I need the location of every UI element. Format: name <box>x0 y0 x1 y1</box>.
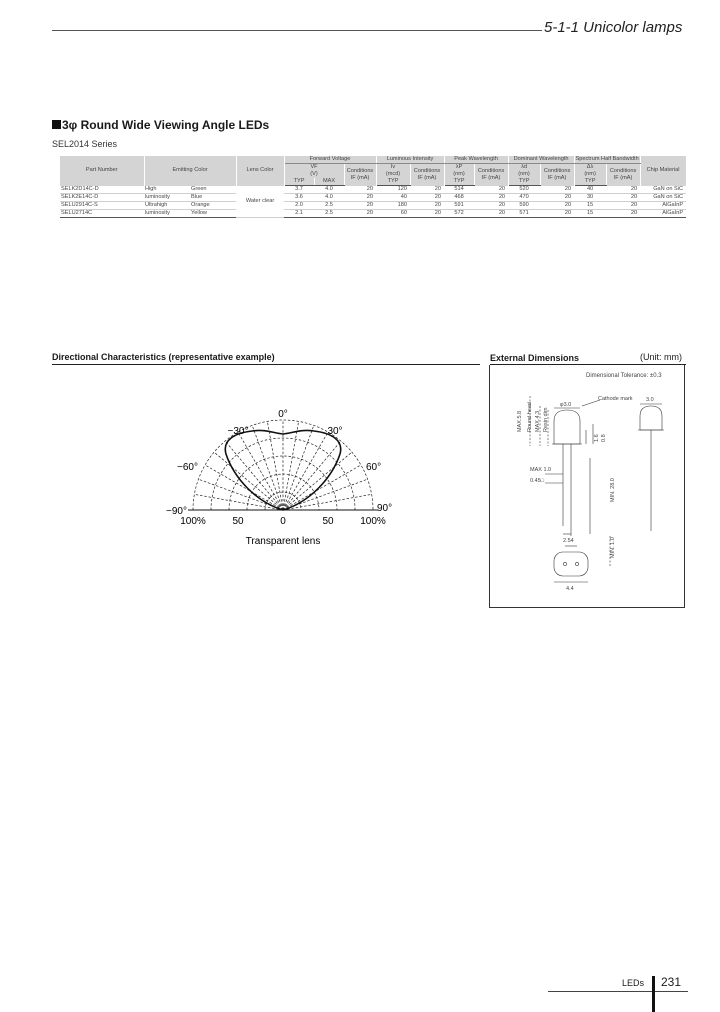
footer-section-label: LEDs <box>622 978 645 988</box>
scale-label: 50 <box>232 516 244 527</box>
angle-label-left-60: −60° <box>177 462 198 473</box>
cell-lp: 468 <box>444 194 474 202</box>
page-number: 231 <box>661 975 682 989</box>
led-bottom-outline <box>554 552 588 576</box>
head-emitting-color: Emitting Color <box>144 156 236 186</box>
cell-iv-typ: 180 <box>376 202 410 210</box>
square-bullet-icon <box>52 120 61 129</box>
cell-iv-typ: 60 <box>376 210 410 218</box>
angle-label-left-30: −30° <box>227 426 249 437</box>
side-view <box>610 404 664 566</box>
head-vf-typ: TYP <box>284 178 314 186</box>
directional-title: Directional Characteristics (representative example) <box>52 352 275 362</box>
head-chip-material: Chip Material <box>640 156 686 186</box>
cell-vf-max: 4.0 <box>314 186 344 194</box>
cell-iv-if: 20 <box>410 210 444 218</box>
cell-dl: 30 <box>574 194 606 202</box>
cell-vf-typ: 3.7 <box>284 186 314 194</box>
cell-chip: AlGaInP <box>640 202 686 210</box>
cell-lp: 514 <box>444 186 474 194</box>
cell-color: Blue <box>190 194 236 202</box>
cell-vf-if: 20 <box>344 186 376 194</box>
head-iv-typ: TYP <box>376 178 410 186</box>
external-unit: (Unit: mm) <box>640 352 682 362</box>
external-title: External Dimensions <box>490 353 580 363</box>
angle-label-right-60: 60° <box>366 462 382 473</box>
cell-part: SELK2D14C-D <box>60 186 144 194</box>
angle-label-0: 0° <box>278 409 288 420</box>
cell-iv-typ: 40 <box>376 194 410 202</box>
table-row <box>60 194 686 202</box>
dim-label: 2.54 <box>563 538 574 544</box>
cell-dl: 15 <box>574 202 606 210</box>
cell-lens-color: Water clear <box>236 186 284 218</box>
cell-lp-if: 20 <box>474 202 508 210</box>
footer-rule <box>548 991 688 992</box>
head-dl-typ: TYP <box>574 178 606 186</box>
head-ld-conditions: Conditions IF (mA) <box>540 164 574 186</box>
page-header-title: 5-1-1 Unicolor lamps <box>544 19 683 36</box>
cell-vf-if: 20 <box>344 194 376 202</box>
head-dominant-wavelength: Dominant Wavelength <box>508 156 574 164</box>
cell-level: luminosity <box>144 210 190 218</box>
cell-ld-if: 20 <box>540 210 574 218</box>
head-peak-wavelength: Peak Wavelength <box>444 156 508 164</box>
led-body-side <box>640 406 662 430</box>
spec-table-head <box>60 156 686 186</box>
cell-level: luminosity <box>144 194 190 202</box>
head-ld-typ: TYP <box>508 178 540 186</box>
lead-dot <box>563 562 566 565</box>
head-lens-color: Lens Color <box>236 156 284 186</box>
cell-vf-max: 2.5 <box>314 202 344 210</box>
dim-label: MAX.4.3 <box>535 410 541 432</box>
cell-lp: 572 <box>444 210 474 218</box>
head-iv: Iv (mcd) <box>376 164 410 179</box>
grid-ray <box>194 494 283 510</box>
section-marker: 3φ <box>62 118 78 132</box>
head-lp-typ: TYP <box>444 178 474 186</box>
head-iv-conditions: Conditions IF (mA) <box>410 164 444 186</box>
bottom-view <box>554 546 588 582</box>
angle-label-right-90: 90° <box>377 503 393 514</box>
led-body-front <box>554 410 580 444</box>
cell-lp-if: 20 <box>474 194 508 202</box>
cell-dl: 40 <box>574 186 606 194</box>
external-dimensions-drawing <box>490 366 685 606</box>
cell-lp: 591 <box>444 202 474 210</box>
cell-part: SELU2914C-S <box>60 202 144 210</box>
dim-label: 4.4 <box>566 586 574 592</box>
cell-vf-typ: 2.0 <box>284 202 314 210</box>
grid-ray <box>283 421 299 510</box>
cell-color: Green <box>190 186 236 194</box>
dim-label: 0.45□ <box>530 478 545 484</box>
cell-color: Orange <box>190 202 236 210</box>
dim-label: Cathode mark <box>598 396 633 402</box>
cell-chip: GaN on SiC <box>640 194 686 202</box>
cell-vf-if: 20 <box>344 202 376 210</box>
cell-dl-if: 20 <box>606 202 640 210</box>
head-ld: λd (nm) <box>508 164 540 179</box>
cell-ld-if: 20 <box>540 202 574 210</box>
scale-label: 100% <box>180 516 206 527</box>
header-rule <box>52 30 542 31</box>
head-forward-voltage: Forward Voltage <box>284 156 376 164</box>
table-row <box>60 202 686 210</box>
cell-chip: GaN on SiC <box>640 186 686 194</box>
dim-label: MAX 1.0 <box>530 467 552 473</box>
directional-rule <box>52 364 480 365</box>
cell-ld: 470 <box>508 194 540 202</box>
table-row <box>60 210 686 218</box>
section-title-text: Round Wide Viewing Angle LEDs <box>80 118 270 132</box>
cell-ld: 571 <box>508 210 540 218</box>
cell-iv-if: 20 <box>410 186 444 194</box>
dim-label: Resin dim <box>543 407 549 432</box>
scale-label: 0 <box>280 516 286 527</box>
cell-vf-max: 4.0 <box>314 194 344 202</box>
head-lp: λP (nm) <box>444 164 474 179</box>
head-spectrum-half-bandwidth: Spectrum Half Bandwidth <box>575 156 639 162</box>
cell-part: SELU2714C <box>60 210 144 218</box>
cell-level: Ultrahigh <box>144 202 190 210</box>
cell-chip: AlGaInP <box>640 210 686 218</box>
scale-label: 50 <box>322 516 334 527</box>
spec-table <box>60 156 687 218</box>
lead-dot <box>575 562 578 565</box>
cell-ld: 520 <box>508 186 540 194</box>
dim-label: MIN. 28.0 <box>610 478 616 502</box>
cell-part: SELK2E14C-D <box>60 194 144 202</box>
cell-dl-if: 20 <box>606 186 640 194</box>
cell-dl-if: 20 <box>606 194 640 202</box>
cell-color: Yellow <box>190 210 236 218</box>
cell-level: High <box>144 186 190 194</box>
head-vf-conditions: Conditions IF (mA) <box>344 164 376 186</box>
cell-dl-if: 20 <box>606 210 640 218</box>
cell-vf-typ: 3.6 <box>284 194 314 202</box>
cell-lp-if: 20 <box>474 210 508 218</box>
footer-bar <box>652 976 655 1012</box>
dim-label: φ3.0 <box>560 402 572 408</box>
grid-ray <box>267 421 283 510</box>
head-lp-conditions: Conditions IF (mA) <box>474 164 508 186</box>
cell-vf-typ: 2.1 <box>284 210 314 218</box>
series-name: SEL2014 Series <box>52 139 118 149</box>
head-vf-max: MAX <box>314 178 344 186</box>
dim-label: 3.0 <box>646 397 654 403</box>
dim-label: 1.6 <box>594 434 600 442</box>
head-part-number: Part Number <box>60 156 144 186</box>
head-dl-conditions: Conditions IF (mA) <box>606 164 640 186</box>
dim-label: Round head <box>527 402 533 432</box>
grid-ray <box>283 494 372 510</box>
cell-dl: 15 <box>574 210 606 218</box>
spec-table-body <box>60 186 686 218</box>
dim-label: MIN. 1.0 <box>610 537 616 558</box>
cell-iv-if: 20 <box>410 194 444 202</box>
cell-vf-if: 20 <box>344 210 376 218</box>
cell-iv-typ: 120 <box>376 186 410 194</box>
head-luminous-intensity: Luminous Intensity <box>376 156 444 164</box>
angle-label-left-90: −90° <box>166 506 187 517</box>
head-vf: VF (V) <box>284 164 344 179</box>
head-dl: Δλ (nm) <box>574 164 606 179</box>
tolerance-note: Dimensional Tolerance: ±0.3 <box>586 373 662 379</box>
dimension-labels <box>517 396 654 592</box>
dim-label: MAX.5.8 <box>517 410 523 432</box>
cell-vf-max: 2.5 <box>314 210 344 218</box>
angle-label-right-30: 30° <box>327 426 343 437</box>
cell-lp-if: 20 <box>474 186 508 194</box>
cell-ld: 590 <box>508 202 540 210</box>
chart-caption: Transparent lens <box>245 536 321 547</box>
cell-iv-if: 20 <box>410 202 444 210</box>
table-row <box>60 186 686 194</box>
directional-polar-chart <box>160 400 420 550</box>
section-title <box>52 118 269 132</box>
dim-label: 0.8 <box>601 434 607 442</box>
scale-label: 100% <box>360 516 386 527</box>
cell-ld-if: 20 <box>540 186 574 194</box>
cell-ld-if: 20 <box>540 194 574 202</box>
